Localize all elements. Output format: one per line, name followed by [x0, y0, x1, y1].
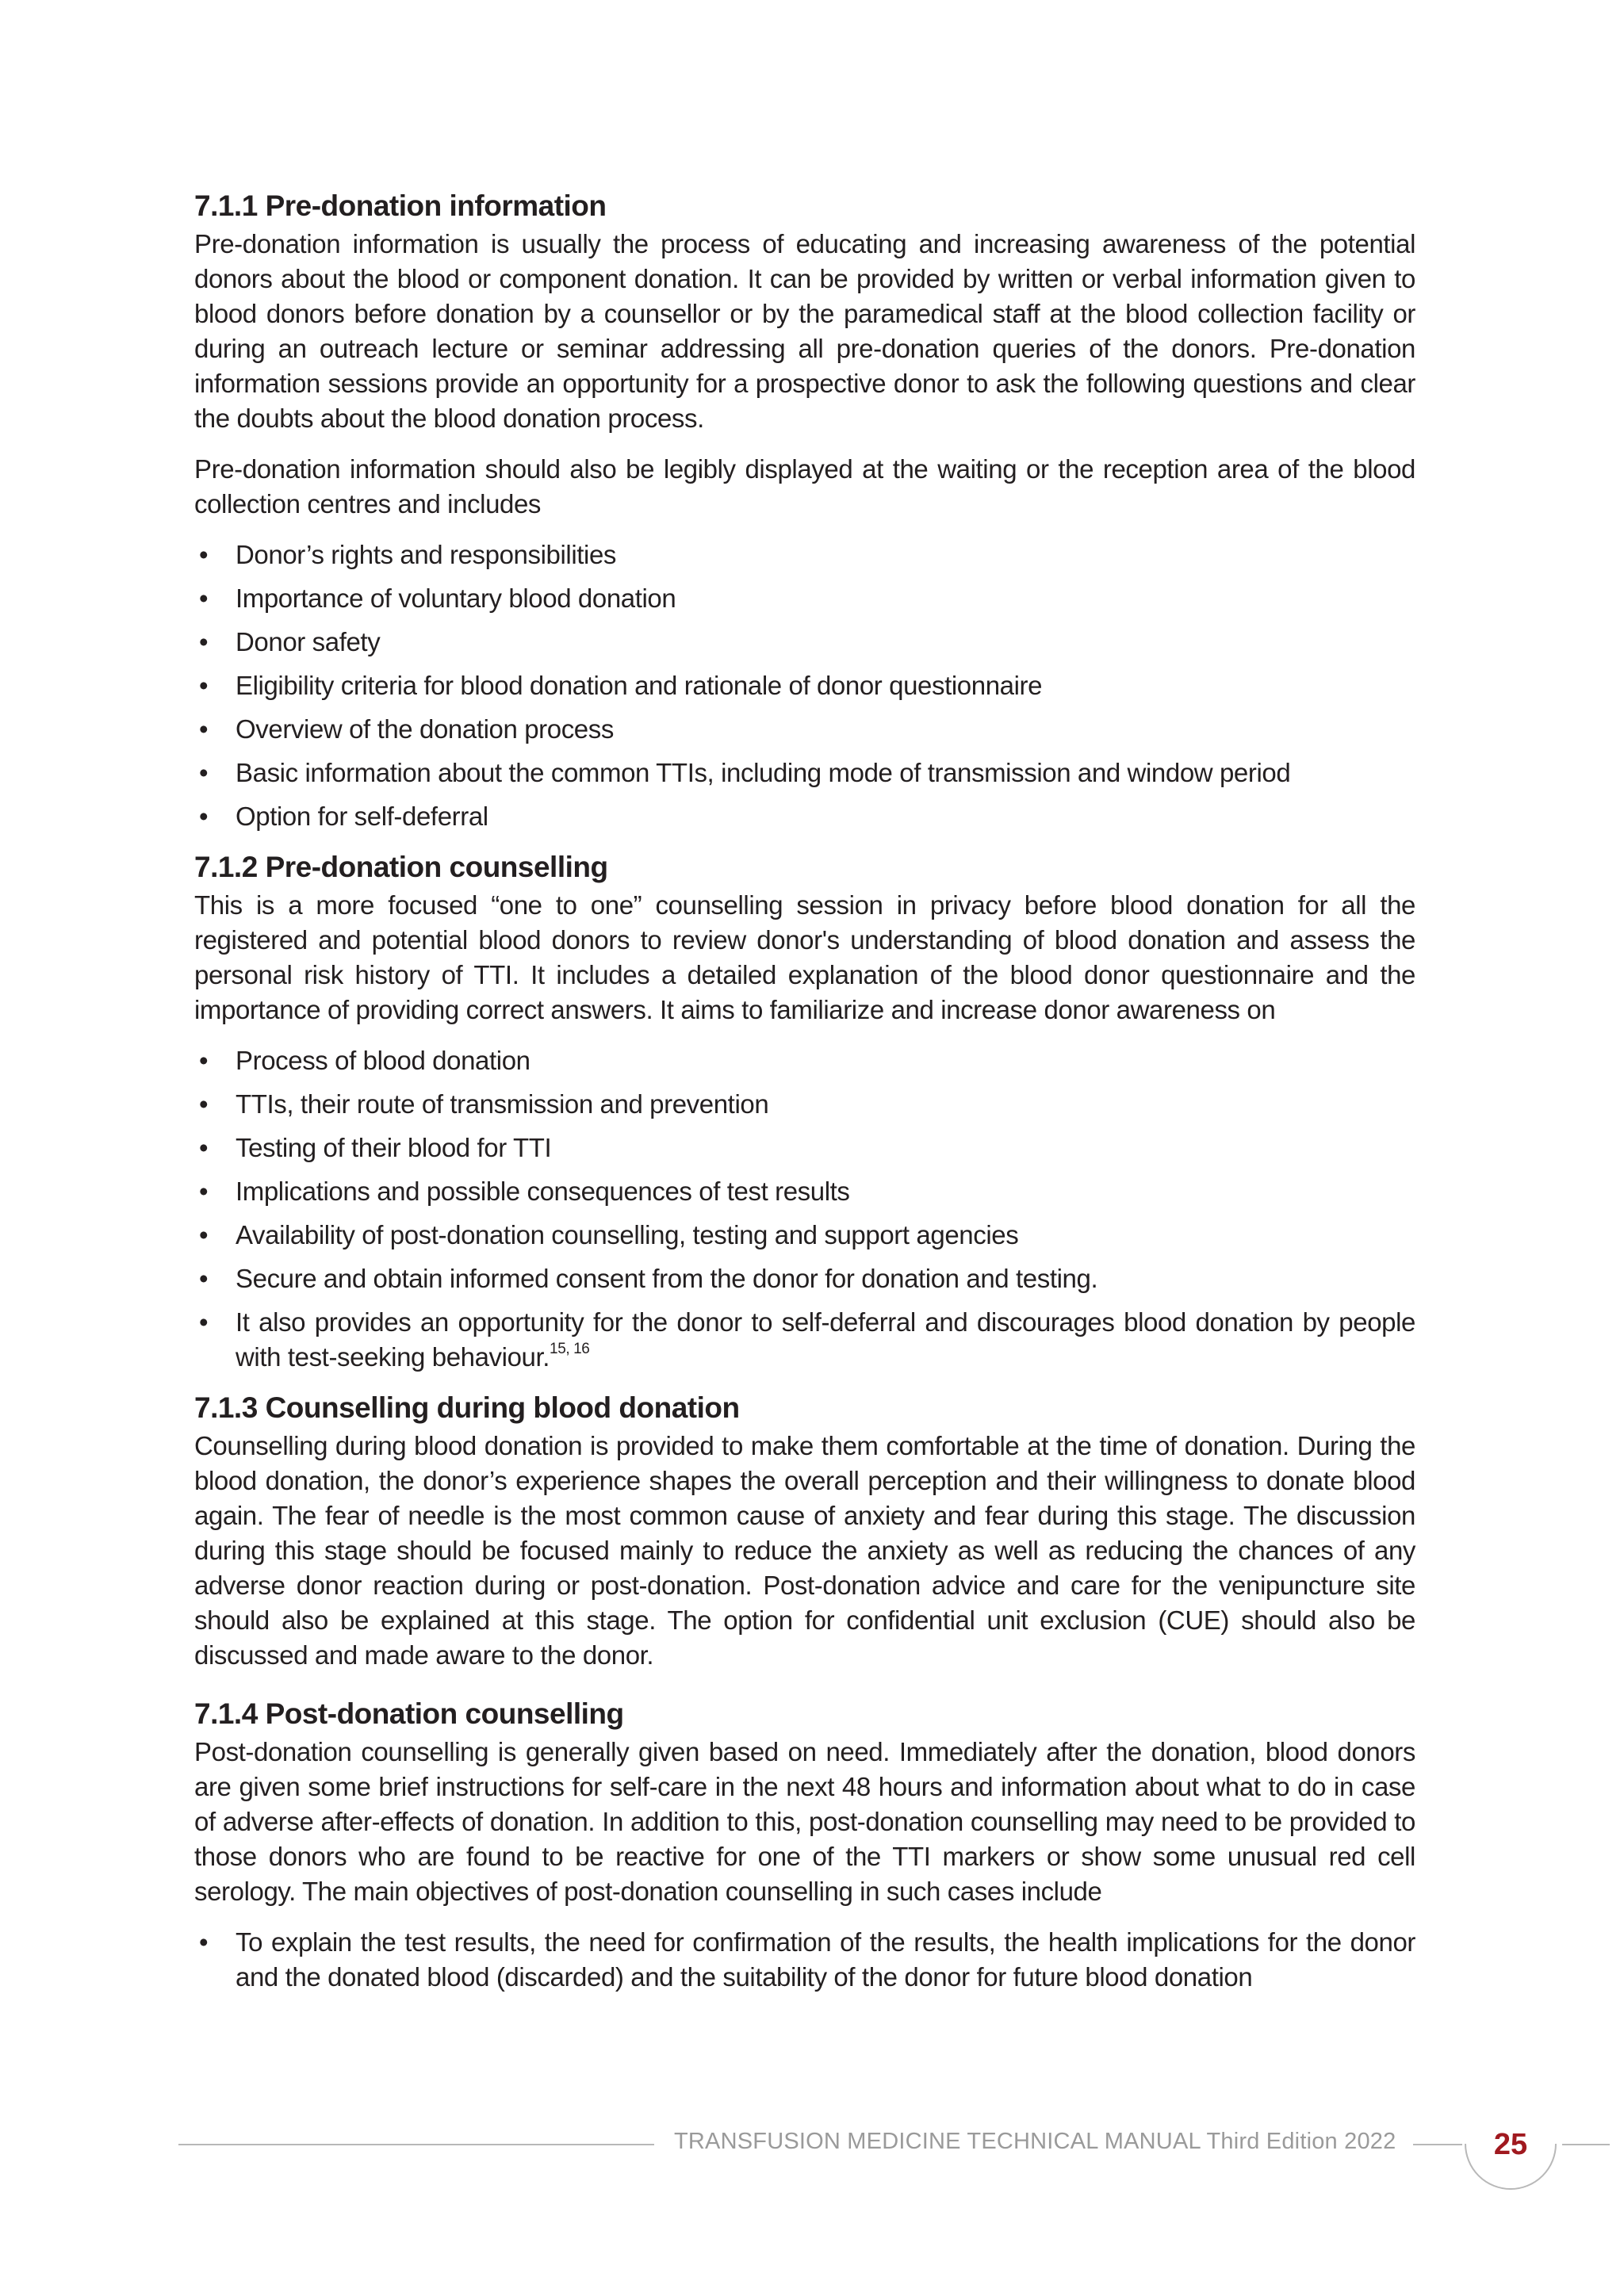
list-item: • To explain the test results, the need for confirmation of the results, the health implications for the donor and the donated blood (discarded) and the suitability of the donor for future blood donation: [194, 1925, 1415, 1995]
bullet-list: [194, 538, 1415, 834]
list-item: • Eligibility criteria for blood donation and rationale of donor questionnaire: [194, 668, 1415, 703]
list-item: • Donor safety: [194, 625, 1415, 660]
bullet-icon: •: [199, 1307, 209, 1337]
bullet-icon: •: [199, 1220, 209, 1249]
bullet-icon: •: [199, 1177, 209, 1206]
footer-divider-left: [178, 2144, 654, 2145]
paragraph: This is a more focused “one to one” counselling session in privacy before blood donation for all the registered and potential blood donors to review donor's understanding of blood donation and assess the personal risk history of TTI. It includes a detailed explanation of the blood donor questionnaire and the importance of providing correct answers. It aims to familiarize and increase donor awareness on: [194, 890, 1415, 1024]
reference-superscript: 15, 16: [550, 1341, 590, 1357]
bullet-icon: •: [199, 1133, 209, 1162]
bullet-icon: •: [199, 540, 209, 569]
paragraph: Counselling during blood donation is provided to make them comfortable at the time of donation. During the blood donation, the donor’s experience shapes the overall perception and their willingness to donate blood again. The fear of needle is the most common cause of anxiety and fear during this stage. The discussion during this stage should be focused mainly to reduce the anxiety as well as reducing the chances of any adverse donor reaction during or post-donation. Post-donation advice and care for the venipuncture site should also be explained at this stage. The option for confidential unit exclusion (CUE) should also be discussed and made aware to the donor.: [194, 1431, 1415, 1670]
section-heading: 7.1.2 Pre-donation counselling: [194, 851, 608, 883]
list-item: • Option for self-deferral: [194, 799, 1415, 834]
footer-divider-mid: [1413, 2144, 1462, 2145]
bullet-icon: •: [199, 1264, 209, 1293]
section-heading: 7.1.4 Post-donation counselling: [194, 1697, 624, 1730]
list-item: • Implications and possible consequences of test results: [194, 1174, 1415, 1209]
bullet-icon: •: [199, 758, 209, 787]
list-item: • Process of blood donation: [194, 1043, 1415, 1078]
bullet-icon: •: [199, 671, 209, 700]
bullet-icon: •: [199, 802, 209, 831]
page-content: [194, 189, 1415, 2011]
section-post-donation-counselling: [194, 1697, 1415, 1995]
footer-title: TRANSFUSION MEDICINE TECHNICAL MANUAL Third Edition 2022: [674, 2129, 1396, 2154]
page-number: 25: [1493, 2128, 1528, 2161]
bullet-list: [194, 1043, 1415, 1375]
list-item: • Importance of voluntary blood donation: [194, 581, 1415, 616]
footer-divider-right: [1562, 2144, 1610, 2145]
bullet-list: [194, 1925, 1415, 1995]
bullet-icon: •: [199, 627, 209, 656]
section-heading: 7.1.1 Pre-donation information: [194, 189, 607, 222]
paragraph: Pre-donation information should also be legibly displayed at the waiting or the reception area of the blood collection centres and includes: [194, 454, 1415, 519]
list-item: • It also provides an opportunity for the donor to self-deferral and discourages blood donation by people with test-seeking behaviour.$^{15, 16}$: [194, 1305, 1415, 1375]
list-item: • Donor’s rights and responsibilities: [194, 538, 1415, 572]
list-item: • Secure and obtain informed consent from the donor for donation and testing.: [194, 1261, 1415, 1296]
list-item: • Overview of the donation process: [194, 712, 1415, 747]
list-item: • TTIs, their route of transmission and prevention: [194, 1087, 1415, 1122]
section-pre-donation-counselling: [194, 850, 1415, 1375]
bullet-icon: •: [199, 1046, 209, 1075]
list-item: • Basic information about the common TTIs, including mode of transmission and window period: [194, 756, 1415, 790]
list-item: • Testing of their blood for TTI: [194, 1131, 1415, 1165]
paragraph: Pre-donation information is usually the process of educating and increasing awareness of the potential donors about the blood or component donation. It can be provided by written or verbal information given to blood donors before donation by a counsellor or by the paramedical staff at the blood collection facility or during an outreach lecture or seminar addressing all pre-donation queries of the donors. Pre-donation information sessions provide an opportunity for a prospective donor to ask the following questions and clear the doubts about the blood donation process.: [194, 229, 1415, 433]
bullet-icon: •: [199, 1927, 209, 1957]
section-pre-donation-information: [194, 189, 1415, 834]
section-counselling-during-donation: [194, 1391, 1415, 1673]
bullet-icon: •: [199, 714, 209, 744]
paragraph: Post-donation counselling is generally given based on need. Immediately after the donation, blood donors are given some brief instructions for self-care in the next 48 hours and information about what to do in case of adverse after-effects of donation. In addition to this, post-donation counselling may need to be provided to those donors who are found to be reactive for one of the TTI markers or show some unusual red cell serology. The main objectives of post-donation counselling in such cases include: [194, 1737, 1415, 1906]
section-heading: 7.1.3 Counselling during blood donation: [194, 1391, 740, 1424]
bullet-icon: •: [199, 584, 209, 613]
list-item: • Availability of post-donation counselling, testing and support agencies: [194, 1218, 1415, 1253]
bullet-icon: •: [199, 1089, 209, 1119]
